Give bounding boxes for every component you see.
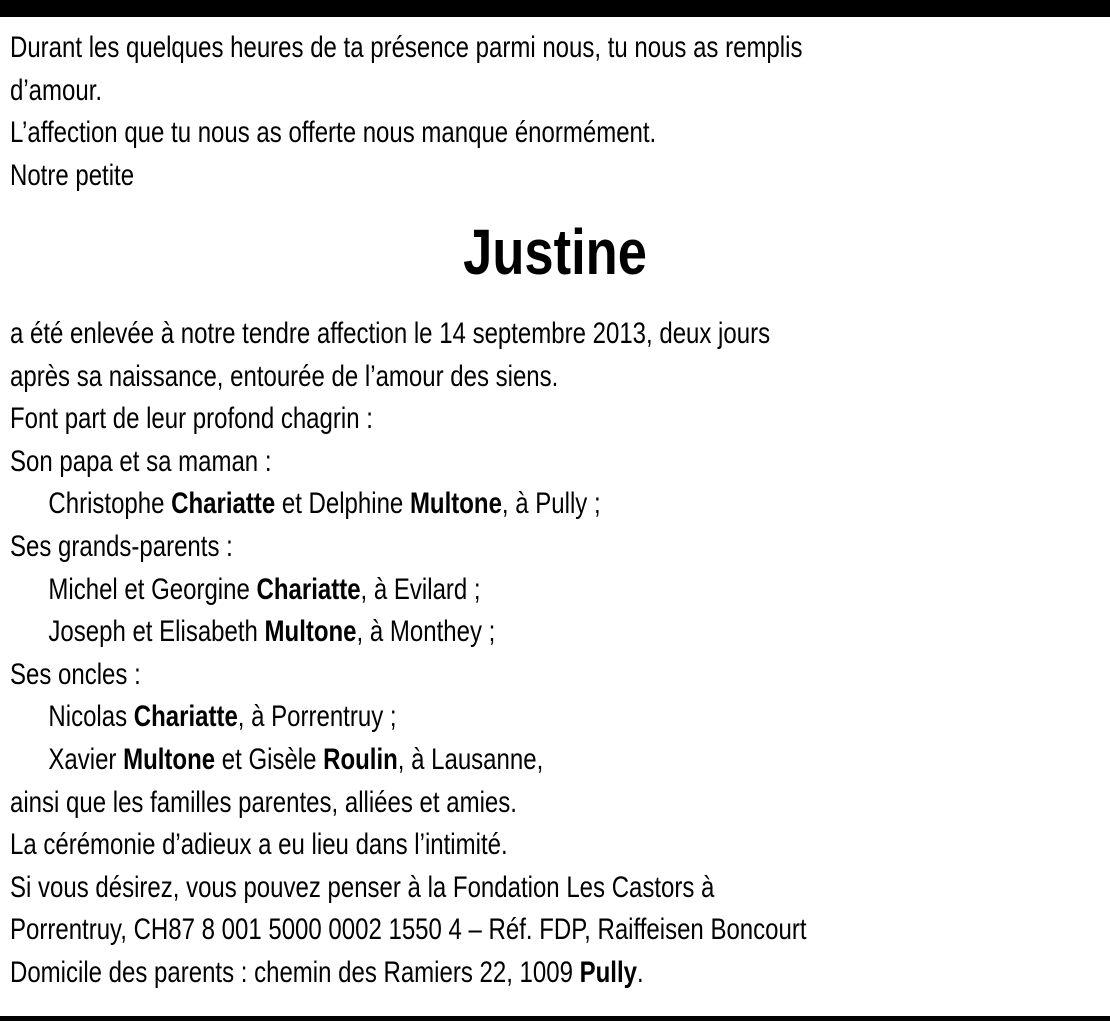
text-line <box>10 824 807 867</box>
family-name: Chariatte <box>133 700 238 734</box>
family-name: Multone <box>123 742 216 776</box>
text-segment: et Delphine <box>275 487 410 521</box>
text-segment: , à Lausanne, <box>397 742 544 776</box>
text-line <box>10 739 807 782</box>
text-segment: Domicile des parents : chemin des Ramiers 22, 1009 <box>10 955 580 989</box>
text-segment: a été enlevée à notre tendre affection le 14 septembre 2013, deux jours <box>10 317 771 350</box>
text-segment: Porrentruy, CH87 8 001 5000 0002 1550 4 – Réf. FDP, Raiffeisen Boncourt <box>10 913 807 947</box>
text-line <box>10 696 807 739</box>
text-line <box>10 398 807 441</box>
family-name: Roulin <box>323 742 398 776</box>
text-segment: , à Porrentruy ; <box>237 700 397 734</box>
family-name: Multone <box>264 615 357 649</box>
text-segment: Ses oncles : <box>10 657 141 691</box>
text-segment: Christophe <box>48 487 172 521</box>
text-line <box>10 313 807 356</box>
text-line <box>10 483 807 526</box>
text-segment: , à Pully ; <box>501 487 601 521</box>
family-name: Chariatte <box>256 572 361 606</box>
deceased-name <box>0 212 1110 292</box>
text-line <box>10 867 807 910</box>
text-segment: Si vous désirez, vous pouvez penser à la Fondation Les Castors à <box>10 870 715 904</box>
text-line <box>10 782 807 825</box>
text-line <box>10 526 807 569</box>
text-segment: Notre petite <box>10 158 135 192</box>
text-segment: Font part de leur profond chagrin : <box>10 402 373 436</box>
text-segment: après sa naissance, entourée de l’amour des siens. <box>10 359 559 393</box>
text-line <box>10 356 807 399</box>
text-line <box>10 569 807 612</box>
text-line <box>10 909 807 952</box>
family-name: Chariatte <box>171 487 276 521</box>
text-line <box>10 441 807 484</box>
text-segment: . <box>636 955 644 989</box>
announcement-body <box>10 313 807 995</box>
text-line <box>10 112 802 155</box>
text-segment: Joseph et Elisabeth <box>48 615 265 649</box>
text-segment: L’affection que tu nous as offerte nous manque énormément. <box>10 116 657 150</box>
intro-text <box>10 27 802 197</box>
text-segment: ainsi que les familles parentes, alliées et amies. <box>10 785 517 819</box>
text-segment: Son papa et sa maman : <box>10 444 272 478</box>
text-line <box>10 654 807 697</box>
text-segment: , à Monthey ; <box>356 615 496 649</box>
family-name: Pully <box>579 955 637 989</box>
text-segment: et Gisèle <box>215 742 324 776</box>
text-segment: Michel et Georgine <box>48 572 257 606</box>
bottom-border <box>0 1016 1110 1021</box>
text-segment: La cérémonie d’adieux a eu lieu dans l’intimité. <box>10 828 508 862</box>
text-segment: Nicolas <box>48 700 134 734</box>
text-segment: Ses grands-parents : <box>10 529 233 563</box>
top-border <box>0 0 1110 17</box>
family-name: Multone <box>409 487 502 521</box>
text-segment: Durant les quelques heures de ta présence parmi nous, tu nous as remplis <box>10 31 803 64</box>
deceased-name-text: Justine <box>463 216 647 288</box>
text-segment: d’amour. <box>10 73 103 107</box>
text-line <box>10 27 802 70</box>
text-segment: Xavier <box>48 742 124 776</box>
text-line <box>10 155 802 198</box>
text-segment: , à Evilard ; <box>360 572 481 606</box>
text-line <box>10 952 807 995</box>
text-line <box>10 70 802 113</box>
text-line <box>10 611 807 654</box>
